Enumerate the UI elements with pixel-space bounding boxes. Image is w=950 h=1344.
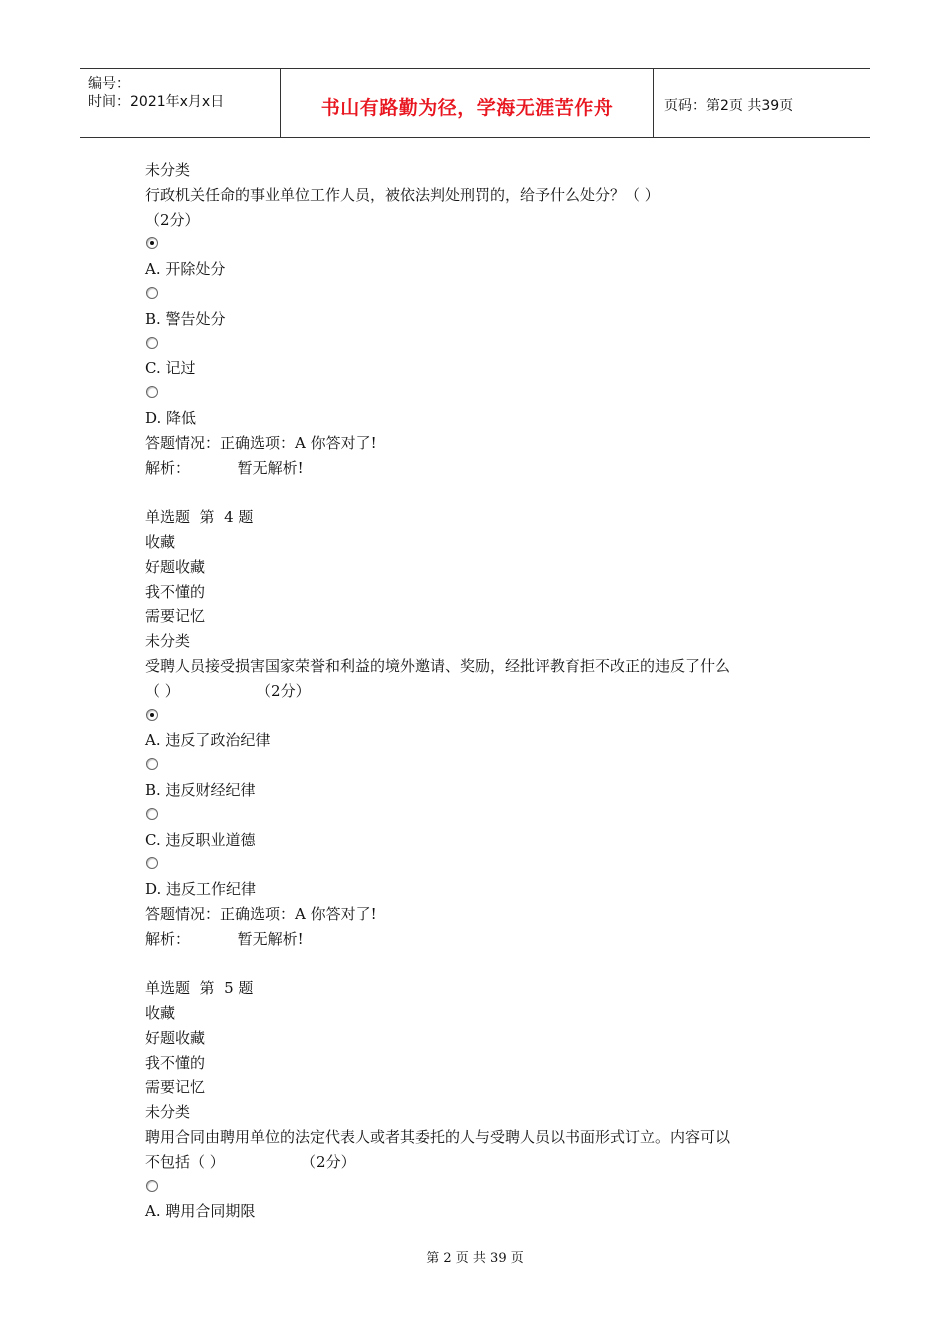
header-meta-cell	[80, 69, 281, 137]
content-line: 聘用合同由聘用单位的法定代表人或者其委托的人与受聘人员以书面形式订立。内容可以	[145, 1128, 731, 1147]
content-line: 未分类	[145, 632, 191, 651]
spacer	[145, 952, 825, 977]
answer-radio-row	[145, 232, 825, 257]
page-header	[80, 68, 870, 138]
answer-radio-row	[145, 332, 825, 357]
doc-date-label: 时间：2021年x月x日	[88, 94, 225, 110]
header-page-cell	[654, 69, 870, 137]
doc-number-label: 编号：	[88, 76, 130, 92]
answer-radio-row	[145, 282, 825, 307]
content-line: 我不懂的	[145, 1053, 206, 1072]
radio-unchecked-icon[interactable]	[146, 337, 158, 349]
radio-unchecked-icon[interactable]	[146, 808, 158, 820]
content-line: D. 违反工作纪律	[145, 880, 257, 899]
content-line: 解析： 暂无解析!	[145, 458, 304, 477]
content-line: 收藏	[145, 1004, 176, 1023]
radio-checked-icon[interactable]	[146, 709, 158, 721]
content-line: 我不懂的	[145, 582, 206, 601]
content-line: B. 违反财经纪律	[145, 780, 256, 799]
content-line: 不包括（ ） （2分）	[145, 1152, 356, 1171]
content-line: 需要记忆	[145, 1078, 206, 1097]
content-line: 未分类	[145, 1103, 191, 1122]
radio-unchecked-icon[interactable]	[146, 287, 158, 299]
content-line: C. 记过	[145, 359, 196, 378]
content-line: 收藏	[145, 532, 176, 551]
radio-unchecked-icon[interactable]	[146, 386, 158, 398]
content-line: （2分）	[145, 210, 200, 229]
content-line: A. 违反了政治纪律	[145, 731, 271, 750]
content-line: 受聘人员接受损害国家荣誉和利益的境外邀请、奖励，经批评教育拒不改正的违反了什么	[145, 656, 731, 675]
radio-unchecked-icon[interactable]	[146, 758, 158, 770]
page-footer: 第 2 页 共 39 页	[426, 1251, 524, 1266]
content-line: 单选题 第 4 题	[145, 508, 254, 527]
answer-radio-row	[145, 803, 825, 828]
answer-radio-row	[145, 852, 825, 877]
answer-radio-row	[145, 381, 825, 406]
content-line: B. 警告处分	[145, 309, 226, 328]
content-line: 未分类	[145, 161, 191, 179]
content-line: 解析： 暂无解析!	[145, 929, 304, 948]
content-line: A. 开除处分	[145, 260, 226, 279]
radio-unchecked-icon[interactable]	[146, 1180, 158, 1192]
answer-radio-row	[145, 704, 825, 729]
content-line: D. 降低	[145, 408, 197, 427]
content-line: 好题收藏	[145, 557, 206, 576]
content-line: C. 违反职业道德	[145, 830, 256, 849]
answer-radio-row	[145, 753, 825, 778]
content-line: 单选题 第 5 题	[145, 979, 254, 998]
header-motto-cell	[281, 69, 654, 137]
content-line: 答题情况：正确选项：A 你答对了!	[145, 904, 377, 923]
content-line: 好题收藏	[145, 1028, 206, 1047]
radio-checked-icon[interactable]	[146, 237, 158, 249]
radio-unchecked-icon[interactable]	[146, 857, 158, 869]
content-line: A. 聘用合同期限	[145, 1202, 256, 1221]
header-motto: 书山有路勤为径，学海无涯苦作舟	[320, 97, 614, 119]
content-line: 答题情况：正确选项：A 你答对了!	[145, 433, 377, 452]
header-page-info: 页码：第2页 共39页	[664, 98, 794, 114]
content-line: 行政机关任命的事业单位工作人员，被依法判处刑罚的，给予什么处分？（ ）	[145, 185, 660, 204]
content-line: 需要记忆	[145, 607, 206, 626]
content-line: （ ） （2分）	[145, 681, 311, 700]
answer-radio-row	[145, 1175, 825, 1200]
question-content	[145, 158, 825, 1224]
spacer	[145, 480, 825, 505]
